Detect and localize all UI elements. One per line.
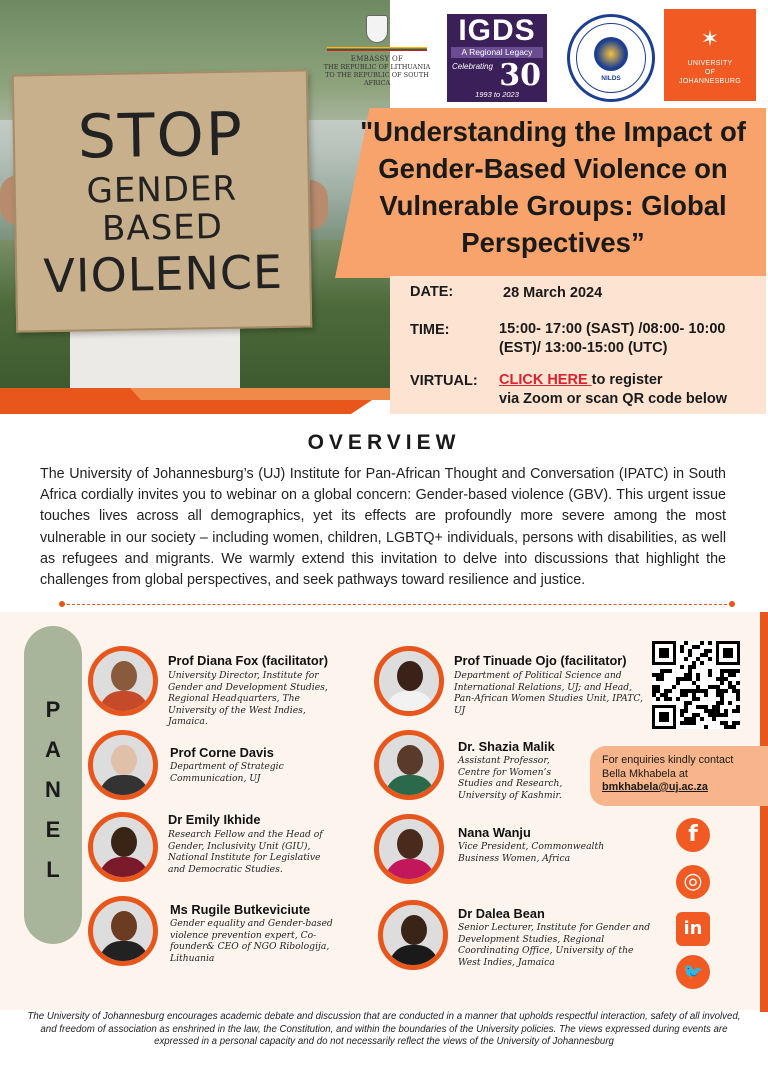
avatar-head <box>111 661 137 691</box>
qr-module <box>668 669 672 673</box>
right-accent-bar <box>760 612 768 1012</box>
photo-accent-band-light <box>130 388 400 400</box>
qr-module <box>720 693 724 697</box>
qr-module <box>732 669 736 673</box>
qr-module <box>672 685 676 689</box>
qr-module <box>728 701 732 705</box>
sign-line-stop: STOP <box>77 99 245 173</box>
qr-module <box>708 685 712 689</box>
qr-module <box>692 689 696 693</box>
qr-code-icon[interactable] <box>652 641 740 729</box>
qr-module <box>680 677 684 681</box>
lithuania-embassy-logo <box>313 15 441 93</box>
qr-module <box>720 673 724 677</box>
qr-module <box>676 697 680 701</box>
qr-module <box>700 653 704 657</box>
enquiry-email-link[interactable]: bmkhabela@uj.ac.za <box>602 781 708 793</box>
panelist-desc: Vice President, Commonwealth Business Women, Africa <box>458 841 605 864</box>
qr-module <box>716 685 720 689</box>
qr-module <box>692 661 696 665</box>
qr-module <box>684 717 688 721</box>
qr-module <box>680 649 684 653</box>
register-text-2: via Zoom or scan QR code below <box>499 391 728 407</box>
panelist-desc: Assistant Professor, Centre for Women’s Studies and Research, University of Kashmir. <box>458 755 563 801</box>
avatar-head <box>397 745 423 775</box>
avatar-head <box>397 661 423 691</box>
qr-module <box>696 657 700 661</box>
qr-module <box>704 705 708 709</box>
qr-module <box>688 653 692 657</box>
qr-module <box>708 657 712 661</box>
nilds-emblem-icon <box>594 37 628 71</box>
qr-module <box>656 673 660 677</box>
qr-module <box>736 721 740 725</box>
qr-module <box>692 665 696 669</box>
qr-module <box>716 689 720 693</box>
panelist-name: Dr. Shazia Malik <box>458 739 555 754</box>
qr-module <box>712 717 716 721</box>
time-value: 15:00- 17:00 (SAST) /08:00- 10:00 (EST)/ 13:00-15:00 (UTC) <box>499 321 726 356</box>
qr-module <box>704 709 708 713</box>
qr-module <box>736 669 740 673</box>
qr-module <box>732 689 736 693</box>
qr-module <box>696 645 700 649</box>
igds-celebrating: Celebrating <box>452 62 493 71</box>
qr-module <box>684 693 688 697</box>
qr-module <box>724 689 728 693</box>
qr-module <box>696 677 700 681</box>
avatar-corne-davis <box>88 730 158 800</box>
uj-logo <box>664 9 756 101</box>
qr-module <box>696 705 700 709</box>
qr-module <box>652 673 656 677</box>
panelist-desc: University Director, Institute for Gender and Development Studies, Regional Headquarters, The University of the West Indies, Jamaica. <box>168 670 328 727</box>
date-label: DATE: <box>410 284 454 300</box>
panelist-desc: Senior Lecturer, Institute for Gender and Development Studies, Regional Coordinating Office, University of the West Indies, Jamaica <box>458 922 651 968</box>
qr-module <box>720 669 724 673</box>
qr-module <box>680 665 684 669</box>
uj-emblem-icon: ✶ <box>700 26 720 51</box>
qr-module <box>724 677 728 681</box>
qr-module <box>656 689 660 693</box>
sign-line-gender: GENDER <box>86 168 238 212</box>
qr-module <box>732 673 736 677</box>
instagram-icon[interactable]: ◎ <box>676 865 710 899</box>
footer-disclaimer: The University of Johannesburg encourages academic debate and discussion that are conducted in a manner that upholds respectful interaction, safety of all involved, and freedom of association as enshrined in the law, the Constitution, and within the boundaries of the University policies. The views expressed during events are expressed in a personal capacity and do not necessarily reflect the views of the University of Johannesburg <box>27 1011 741 1048</box>
nilds-abbr: NILDS <box>601 75 621 82</box>
avatar-rugile-butkeviciute <box>88 896 158 966</box>
twitter-icon[interactable]: 🐦 <box>676 955 710 989</box>
avatar-nana-wanju <box>374 814 444 884</box>
enquiry-line1: For enquiries kindly contact <box>602 754 734 766</box>
qr-module <box>728 681 732 685</box>
qr-module <box>688 669 692 673</box>
panel-label <box>24 690 82 890</box>
qr-module <box>656 685 660 689</box>
qr-module <box>688 717 692 721</box>
qr-module <box>660 677 664 681</box>
qr-module <box>684 705 688 709</box>
qr-module <box>728 669 732 673</box>
qr-module <box>664 689 668 693</box>
qr-module <box>716 701 720 705</box>
qr-module <box>688 649 692 653</box>
qr-module <box>676 681 680 685</box>
uj-line1: UNIVERSITY <box>687 60 733 67</box>
panelist-name: Prof Tinuade Ojo (facilitator) <box>454 653 627 668</box>
qr-module <box>680 709 684 713</box>
qr-module <box>680 713 684 717</box>
panelist-name: Prof Diana Fox (facilitator) <box>168 653 328 668</box>
qr-module <box>660 669 664 673</box>
qr-module <box>736 705 740 709</box>
sign-line-based: BASED <box>101 206 224 250</box>
qr-module <box>736 709 740 713</box>
igds-subtitle: A Regional Legacy <box>451 47 543 58</box>
divider-dot-right <box>729 601 735 607</box>
qr-module <box>724 725 728 729</box>
avatar-shazia-malik <box>374 730 444 800</box>
panel-letter: L <box>46 857 60 882</box>
qr-module <box>732 709 736 713</box>
avatar-head <box>111 745 137 775</box>
qr-module <box>692 717 696 721</box>
qr-module <box>708 641 712 645</box>
qr-module <box>652 685 656 689</box>
igds-number: 30 <box>499 58 541 93</box>
uj-line3: JOHANNESBURG <box>679 78 741 85</box>
qr-module <box>692 697 696 701</box>
linkedin-icon[interactable]: in <box>676 912 710 946</box>
flag-stripe <box>327 47 427 51</box>
qr-module <box>704 689 708 693</box>
qr-module <box>716 709 720 713</box>
qr-module <box>720 677 724 681</box>
section-divider <box>62 604 732 605</box>
qr-module <box>700 717 704 721</box>
qr-module <box>724 713 728 717</box>
qr-module <box>652 689 656 693</box>
panelist-name: Nana Wanju <box>458 825 531 840</box>
qr-module <box>712 685 716 689</box>
qr-module <box>680 721 684 725</box>
qr-module <box>700 661 704 665</box>
qr-module <box>732 685 736 689</box>
qr-module <box>712 713 716 717</box>
qr-module <box>708 713 712 717</box>
qr-module <box>688 677 692 681</box>
embassy-line2: THE REPUBLIC OF LITHUANIA <box>323 63 431 71</box>
qr-module <box>728 673 732 677</box>
qr-module <box>736 689 740 693</box>
avatar-head <box>397 829 423 859</box>
qr-module <box>736 697 740 701</box>
qr-module <box>704 693 708 697</box>
qr-module <box>660 693 664 697</box>
panelist-name: Dr Emily Ikhide <box>168 812 261 827</box>
enquiry-text <box>602 754 762 795</box>
qr-module <box>700 641 704 645</box>
qr-module <box>684 721 688 725</box>
embassy-line1: EMBASSY OF <box>350 55 404 63</box>
panel-letter: P <box>45 697 61 722</box>
qr-module <box>724 669 728 673</box>
panel-letter: N <box>45 777 61 802</box>
event-title: "Understanding the Impact of Gender-Based Violence on Vulnerable Groups: Global Perspectives” <box>360 116 746 258</box>
panel-letter: E <box>45 817 61 842</box>
qr-module <box>716 693 720 697</box>
qr-module <box>692 721 696 725</box>
uj-line2: OF <box>704 69 716 76</box>
virtual-value <box>499 371 759 409</box>
date-value: 28 March 2024 <box>503 285 603 301</box>
qr-module <box>720 681 724 685</box>
qr-module <box>724 709 728 713</box>
overview-text: The University of Johannesburg’s (UJ) Institute for Pan-African Thought and Conversation (IPATC) in South Africa cordially invites you to webinar on a global concern: Gender-based violence (GBV). This urgent issue touches lives across all demographics, yet its effects are profoundly more severe among the most vulnerable in our society – including women, children, LGBTQ+ individuals, persons with disabilities, as well as refugees and migrants. We warmly extend this invitation to delve into discussions that highlight the challenges from global perspectives, and seek pathways toward resilience and justice. <box>40 466 726 589</box>
panelist-desc: Gender equality and Gender-based violence prevention expert, Co-founder& CEO of NGO Ribologija, Lithuania <box>170 918 333 964</box>
time-label: TIME: <box>410 322 450 338</box>
qr-module <box>704 653 708 657</box>
igds-years: 1993 to 2023 <box>475 90 519 99</box>
qr-module <box>696 697 700 701</box>
qr-module <box>720 721 724 725</box>
qr-module <box>684 677 688 681</box>
qr-module <box>692 693 696 697</box>
qr-module <box>668 697 672 701</box>
enquiry-line2: Bella Mkhabela at <box>602 767 688 780</box>
qr-module <box>696 673 700 677</box>
qr-module <box>684 701 688 705</box>
qr-module <box>664 693 668 697</box>
qr-module <box>688 689 692 693</box>
register-text: to register <box>591 372 663 388</box>
avatar-diana-fox <box>88 646 158 716</box>
qr-module <box>664 697 668 701</box>
qr-module <box>736 693 740 697</box>
qr-module <box>708 673 712 677</box>
qr-module <box>660 673 664 677</box>
qr-module <box>684 673 688 677</box>
qr-module <box>688 665 692 669</box>
panelist-desc: Department of Political Science and International Relations, UJ; and Head, Pan-African Women Studies Unit, IPATC, UJ <box>454 670 644 716</box>
qr-module <box>652 693 656 697</box>
avatar-head <box>111 827 137 857</box>
qr-module <box>700 689 704 693</box>
qr-module <box>696 685 700 689</box>
protest-sign <box>12 69 312 332</box>
qr-module <box>708 649 712 653</box>
qr-module <box>728 725 732 729</box>
avatar-head <box>401 915 427 945</box>
qr-module <box>684 689 688 693</box>
qr-module <box>680 693 684 697</box>
qr-module <box>708 669 712 673</box>
qr-module <box>680 689 684 693</box>
qr-module <box>684 657 688 661</box>
panelist-name: Ms Rugile Butkeviciute <box>170 902 311 917</box>
qr-module <box>724 721 728 725</box>
embassy-line3: TO THE REPUBLIC OF SOUTH AFRICA <box>325 71 429 87</box>
avatar-dalea-bean <box>378 900 448 970</box>
qr-module <box>716 677 720 681</box>
qr-module <box>732 721 736 725</box>
qr-module <box>680 645 684 649</box>
panel-letter: A <box>45 737 61 762</box>
qr-module <box>700 705 704 709</box>
qr-code-graphic <box>652 641 740 729</box>
nilds-logo <box>567 14 655 102</box>
qr-module <box>708 709 712 713</box>
overview-heading: OVERVIEW <box>307 431 461 454</box>
qr-module <box>664 669 668 673</box>
qr-module <box>656 697 660 701</box>
panelist-desc: Department of Strategic Communication, UJ <box>170 761 284 784</box>
igds-name: IGDS <box>458 14 536 47</box>
qr-module <box>688 673 692 677</box>
qr-module <box>732 725 736 729</box>
qr-module <box>704 725 708 729</box>
facebook-icon[interactable]: f <box>676 818 710 852</box>
panelist-name: Prof Corne Davis <box>170 745 274 760</box>
avatar-tinuade-ojo <box>374 646 444 716</box>
qr-module <box>692 645 696 649</box>
qr-module <box>688 701 692 705</box>
qr-module <box>684 709 688 713</box>
panelist-name: Dr Dalea Bean <box>458 906 545 921</box>
panelist-desc: Research Fellow and the Head of Gender, Inclusivity Unit (GIU), National Institute for Legislative and Democratic Studies. <box>168 829 323 875</box>
qr-module <box>728 685 732 689</box>
qr-module <box>676 677 680 681</box>
qr-module <box>696 713 700 717</box>
igds-logo <box>447 14 547 102</box>
qr-module <box>720 689 724 693</box>
avatar-head <box>111 911 137 941</box>
qr-module <box>716 713 720 717</box>
qr-module <box>716 705 720 709</box>
qr-module <box>720 697 724 701</box>
register-link[interactable]: CLICK HERE <box>499 372 592 388</box>
qr-module <box>712 705 716 709</box>
qr-module <box>688 721 692 725</box>
qr-module <box>656 677 660 681</box>
qr-module <box>692 681 696 685</box>
qr-module <box>720 701 724 705</box>
divider-dot-left <box>59 601 65 607</box>
qr-module <box>696 689 700 693</box>
avatar-emily-ikhide <box>88 812 158 882</box>
qr-module <box>692 713 696 717</box>
qr-module <box>712 709 716 713</box>
qr-module <box>736 681 740 685</box>
sign-line-violence: VIOLENCE <box>43 244 284 304</box>
qr-module <box>720 713 724 717</box>
lithuania-crest-icon <box>366 15 388 43</box>
virtual-label: VIRTUAL: <box>410 373 478 389</box>
qr-module <box>704 649 708 653</box>
qr-module <box>684 641 688 645</box>
qr-module <box>668 689 672 693</box>
